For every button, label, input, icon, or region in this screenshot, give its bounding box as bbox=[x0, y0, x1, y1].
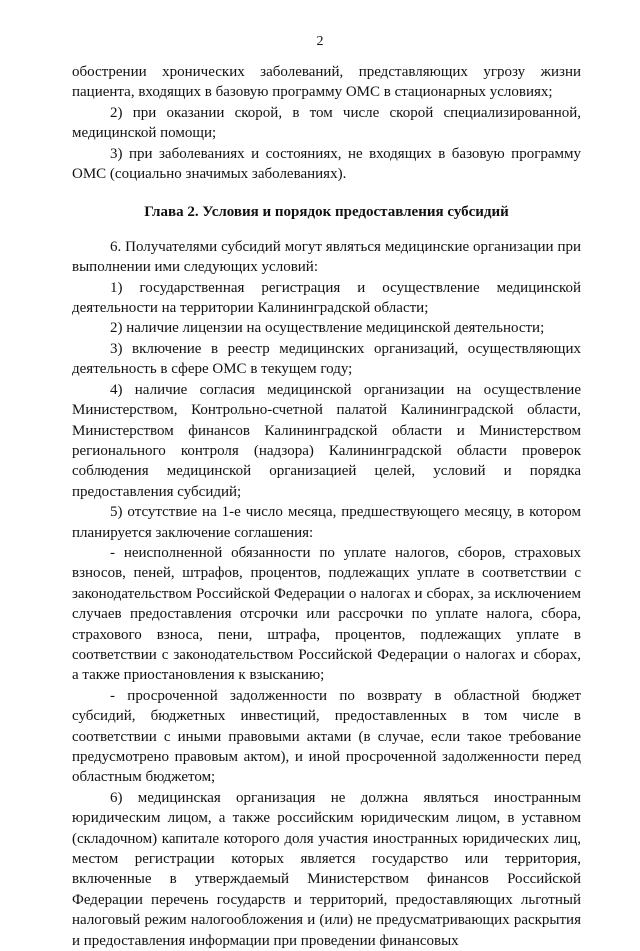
chapter-heading: Глава 2. Условия и порядок предоставления субсидий bbox=[144, 204, 509, 221]
paragraph-condition-3: 3) включение в реестр медицинских организаций, осуществляющих деятельность в сфере ОМС в текущем году; bbox=[72, 340, 581, 378]
paragraph-condition-4: 4) наличие согласия медицинской организации на осуществление Министерством, Контрольно-счетной палатой Калининградской области, Министерством финансов Калининградской области и Министерством регионального контроля (надзора) Калининградской области проверок соблюдения медицинской организацией целей, условий и порядка предоставления субсидий; bbox=[72, 381, 581, 500]
paragraph-condition-2: 2) наличие лицензии на осуществление медицинской деятельности; bbox=[110, 320, 545, 337]
page-number: 2 bbox=[316, 34, 324, 49]
paragraph-condition-1: 1) государственная регистрация и осуществление медицинской деятельности на территории Калининградской области; bbox=[72, 279, 581, 317]
paragraph-subitem-taxes: - неисполненной обязанности по уплате налогов, сборов, страховых взносов, пеней, штрафов, процентов, подлежащих уплате в соответствии с законодательством Российской Федерации о налогах и сборах, за исключением случаев предоставления отсрочки или рассрочки по уплате налога, сбора, страхового взноса, пени, штрафа, процентов, подлежащих уплате в соответствии с законодательством Российской Федерации о налогах и сборах, а также приостановления к взысканию; bbox=[72, 544, 581, 684]
paragraph-subitem-debt: - просроченной задолженности по возврату в областной бюджет субсидий, бюджетных инвестиций, предоставленных в том числе в соответствии с иными правовыми актами (в случае, если такое требование предусмотрено правовым актом), и иной просроченной задолженности перед областным бюджетом; bbox=[72, 687, 581, 786]
paragraph-item-2: 2) при оказании скорой, в том числе скорой специализированной, медицинской помощи; bbox=[72, 104, 581, 142]
paragraph-condition-6: 6) медицинская организация не должна являться иностранным юридическим лицом, а также российским юридическим лицом, в уставном (складочном) капитале которого доля участия иностранных юридических лиц, местом регистрации которых является государство или территория, включенные в утверждаемый Министерством финансов Российской Федерации перечень государств и территорий, предоставляющих льготный налоговый режим налогообложения и (или) не предусматривающих раскрытия и предоставления информации при проведении финансовых bbox=[72, 789, 581, 949]
paragraph-continuation: обострении хронических заболеваний, представляющих угрозу жизни пациента, входящих в базовую программу ОМС в стационарных условиях; bbox=[72, 64, 581, 101]
paragraph-clause-6: 6. Получателями субсидий могут являться медицинские организации при выполнении ими следующих условий: bbox=[72, 238, 581, 276]
document-body bbox=[72, 62, 581, 951]
paragraph-condition-5: 5) отсутствие на 1-е число месяца, предшествующего месяцу, в котором планируется заключение соглашения: bbox=[72, 504, 581, 541]
paragraph-item-3: 3) при заболеваниях и состояниях, не входящих в базовую программу ОМС (социально значимых заболеваниях). bbox=[72, 145, 581, 183]
